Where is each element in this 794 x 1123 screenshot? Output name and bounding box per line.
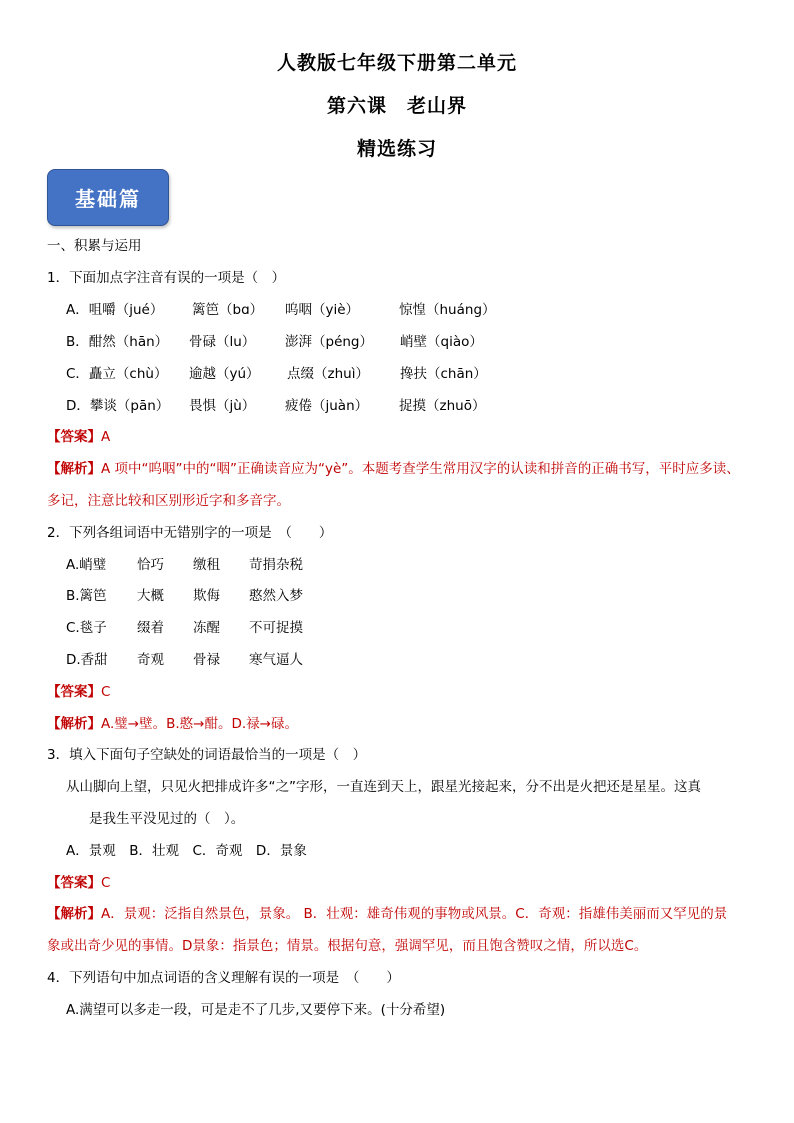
q1-d-4: 捉摸（zhuō） xyxy=(399,398,486,414)
q1-c-4: 搀扶（chān） xyxy=(400,366,487,382)
explanation-text: A.璧→壁。B.憨→酣。D.禄→碌。 xyxy=(101,716,298,732)
q1-c-3: 点缀（zhuì） xyxy=(287,366,369,382)
q3-explanation-1 xyxy=(47,905,727,923)
explanation-tag: 【解析】 xyxy=(47,906,101,922)
q3-answer xyxy=(47,874,110,892)
answer-tag: 【答案】 xyxy=(47,684,101,700)
explanation-tag: 【解析】 xyxy=(47,461,101,477)
q2-b-3: 欺侮 xyxy=(193,588,220,604)
q2-d-1: D.香甜 xyxy=(66,652,108,668)
q1-stem: 1．下面加点字注音有误的一项是（ ） xyxy=(47,270,286,286)
explanation-tag: 【解析】 xyxy=(47,716,101,732)
q1-c-1: C．矗立（chù） xyxy=(66,366,168,382)
q1-a-2: 篱笆（bɑ） xyxy=(192,302,264,318)
q2-b-1: B.篱笆 xyxy=(66,588,107,604)
section-badge: 基础篇 xyxy=(47,169,169,226)
q2-b-4: 憨然入梦 xyxy=(249,588,303,604)
lesson-title: 第六课 老山界 xyxy=(326,95,467,117)
q1-b-1: B．酣然（hān） xyxy=(66,334,169,350)
q2-c-3: 冻醒 xyxy=(193,620,220,636)
answer-tag: 【答案】 xyxy=(47,429,101,445)
q2-c-1: C.毯子 xyxy=(66,620,107,636)
q2-c-4: 不可捉摸 xyxy=(249,620,303,636)
q2-c-2: 缀着 xyxy=(137,620,164,636)
q3-stem: 3．填入下面句子空缺处的词语最恰当的一项是（ ） xyxy=(47,747,367,763)
q2-a-4: 苛捐杂税 xyxy=(249,557,303,573)
q1-a-3: 呜咽（yiè） xyxy=(285,302,360,318)
q2-a-1: A.峭璧 xyxy=(66,557,107,573)
q1-a-1: A．咀嚼（jué） xyxy=(66,302,164,318)
q2-a-2: 恰巧 xyxy=(137,557,164,573)
q1-a-4: 惊惶（huáng） xyxy=(399,302,496,318)
q2-b-2: 大概 xyxy=(137,588,164,604)
q2-answer xyxy=(47,683,110,701)
explanation-text: A 项中“呜咽”中的“咽”正确读音应为“yè”。本题考查学生常用汉字的认读和拼音的正确书写，平时应多读、 xyxy=(101,461,740,477)
q3-explanation-2: 象或出奇少见的事情。D景象：指景色；情景。根据句意，强调罕见，而且饱含赞叹之情，所以选C。 xyxy=(47,938,648,954)
q4-stem: 4．下列语句中加点词语的含义理解有误的一项是 （ ） xyxy=(47,970,400,986)
subtitle: 精选练习 xyxy=(356,138,437,160)
q1-d-2: 畏惧（jù） xyxy=(189,398,256,414)
q2-stem: 2．下列各组词语中无错别字的一项是 （ ） xyxy=(47,525,333,541)
answer-value: C xyxy=(101,684,111,700)
q2-d-4: 寒气逼人 xyxy=(249,652,303,668)
q2-explanation-1 xyxy=(47,715,298,733)
q1-explanation-2: 多记，注意比较和区别形近字和多音字。 xyxy=(47,493,290,509)
q1-d-1: D．攀谈（pān） xyxy=(66,398,170,414)
q1-d-3: 疲倦（juàn） xyxy=(285,398,369,414)
q3-passage-1: 从山脚向上望，只见火把排成许多“之”字形，一直连到天上，跟星光接起来，分不出是火把还是星星。这真 xyxy=(66,779,701,795)
q1-b-4: 峭壁（qiào） xyxy=(400,334,483,350)
answer-value: C xyxy=(101,875,111,891)
q2-d-2: 奇观 xyxy=(137,652,164,668)
q1-b-3: 澎湃（péng） xyxy=(285,334,374,350)
q1-b-2: 骨碌（lu） xyxy=(189,334,256,350)
q1-explanation-1 xyxy=(47,460,740,478)
q2-a-3: 缴租 xyxy=(193,557,220,573)
q3-passage-2: 是我生平没见过的（ ）。 xyxy=(89,811,245,827)
answer-value: A xyxy=(101,429,111,445)
section-heading: 一、积累与运用 xyxy=(47,238,142,254)
q4-option-a: A.满望可以多走一段，可是走不了几步,又要停下来。(十分希望) xyxy=(66,1002,446,1018)
explanation-text: A．景观：泛指自然景色，景象。 B．壮观：雄奇伟观的事物或风景。C．奇观：指雄伟美丽而又罕见的景 xyxy=(101,906,728,922)
q2-d-3: 骨禄 xyxy=(193,652,220,668)
doc-title: 人教版七年级下册第二单元 xyxy=(276,52,517,74)
q1-c-2: 逾越（yú） xyxy=(189,366,260,382)
answer-tag: 【答案】 xyxy=(47,875,101,891)
q1-answer xyxy=(47,428,110,446)
q3-options: A．景观 B．壮观 C．奇观 D．景象 xyxy=(66,843,307,859)
